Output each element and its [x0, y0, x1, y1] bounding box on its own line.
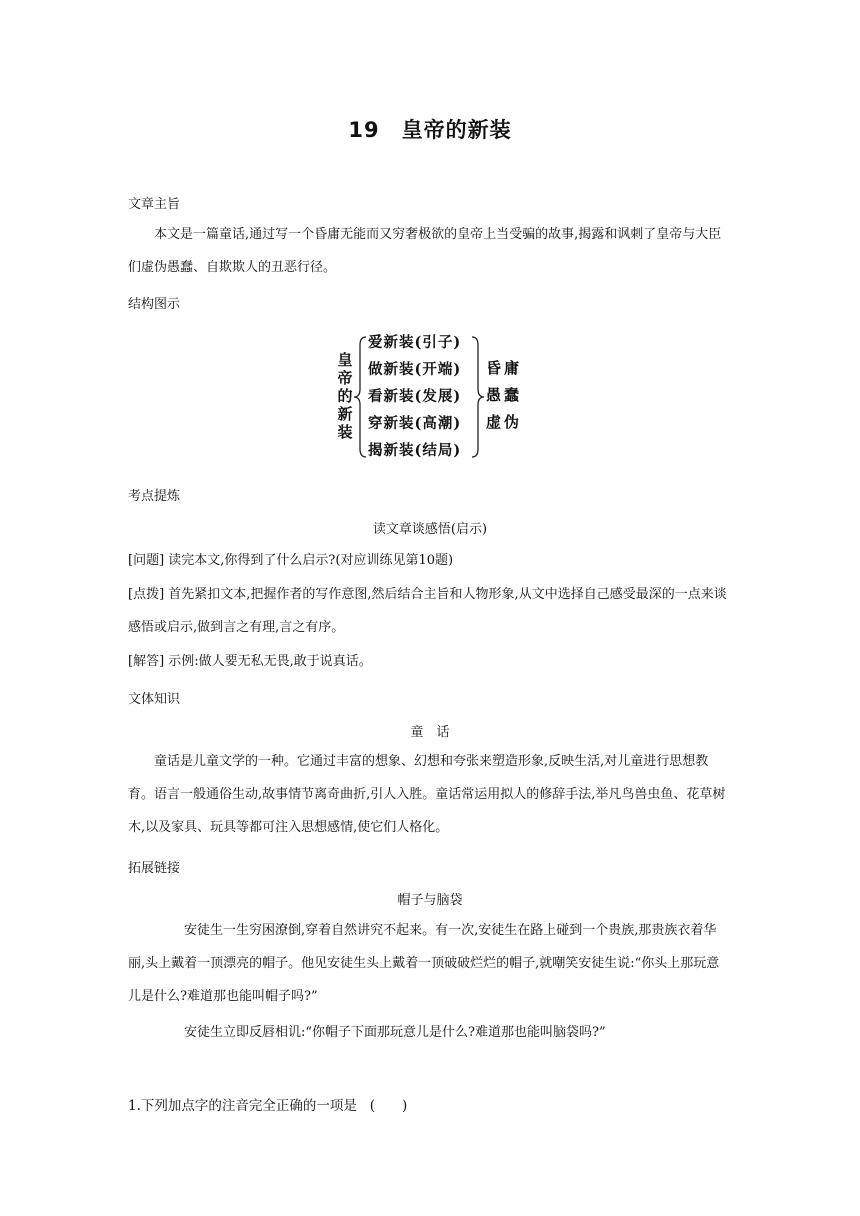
diagram-item: 看新装(发展) [368, 388, 462, 405]
genre-body: 童话是儿童文学的一种。它通过丰富的想象、幻想和夸张来塑造形象,反映生活,对儿童进行思想教育。语言一般通俗生动,故事情节离奇曲折,引人入胜。童话常运用拟人的修辞手法,举凡鸟兽虫鱼、花草树木,以及家具、玩具等都可注入思想感情,使它们人格化。 [128, 754, 726, 835]
answer-label: [解答] [128, 654, 165, 669]
tip-text: 首先紧扣文本,把握作者的写作意图,然后结合主旨和人物形象,从文中选择自己感受最深的一点来谈感悟或启示,做到言之有理,言之有序。 [128, 587, 727, 635]
diagram-trait: 愚蠢 [486, 386, 523, 404]
root-char: 的 [337, 387, 353, 405]
genre-subtitle: 童 话 [410, 725, 450, 740]
points-subtitle: 读文章谈感悟(启示) [372, 522, 488, 537]
points-tip [128, 578, 732, 644]
structure-diagram [330, 331, 530, 463]
diagram-items [368, 331, 461, 466]
diagram-item: 爱新装(引子) [368, 334, 462, 351]
answer-text: 示例:做人要无私无畏,敢于说真话。 [168, 654, 372, 669]
question-label: [问题] [128, 553, 165, 568]
extension-para2: 安徒生立即反唇相讥:“你帽子下面那玩意儿是什么?难道那也能叫脑袋吗?” [184, 1025, 606, 1040]
theme-heading: 文章主旨 [128, 197, 181, 212]
tip-label: [点拨] [128, 587, 165, 602]
answer-blank: ( ) [369, 1098, 408, 1114]
diagram-root [336, 351, 354, 441]
points-heading: 考点提炼 [128, 489, 181, 504]
diagram-trait: 虚伪 [486, 413, 523, 431]
question-1-text: 1.下列加点字的注音完全正确的一项是 [128, 1098, 357, 1114]
extension-subtitle: 帽子与脑袋 [397, 893, 463, 908]
root-char: 新 [337, 405, 353, 423]
diagram-item: 穿新装(高潮) [368, 415, 462, 432]
diagram-item: 揭新装(结局) [368, 442, 462, 459]
page-title [0, 114, 860, 144]
lesson-title: 皇帝的新装 [401, 118, 512, 142]
extension-heading: 拓展链接 [128, 861, 181, 876]
theme-body: 本文是一篇童话,通过写一个昏庸无能而又穷奢极欲的皇帝上当受骗的故事,揭露和讽刺了皇帝与大臣们虚伪愚蠢、自欺欺人的丑恶行径。 [128, 227, 722, 275]
root-char: 装 [337, 423, 353, 441]
structure-heading: 结构图示 [128, 297, 181, 312]
points-question [128, 544, 732, 577]
question-text: 读完本文,你得到了什么启示?(对应训练见第10题) [168, 553, 454, 568]
points-answer [128, 645, 732, 678]
genre-heading: 文体知识 [128, 692, 181, 707]
root-char: 帝 [337, 369, 353, 387]
diagram-item: 做新装(开端) [368, 361, 462, 378]
question-1 [128, 1094, 407, 1114]
diagram-traits [486, 357, 522, 438]
lesson-number: 19 [348, 118, 380, 142]
diagram-trait: 昏庸 [486, 359, 523, 377]
extension-para1: 安徒生一生穷困潦倒,穿着自然讲究不起来。有一次,安徒生在路上碰到一个贵族,那贵族衣着华丽,头上戴着一顶漂亮的帽子。他见安徒生头上戴着一顶破破烂烂的帽子,就嘲笑安徒生说:“你头上那玩意儿是什么?难道那也能叫帽子吗?” [128, 923, 720, 1004]
root-char: 皇 [337, 351, 353, 369]
